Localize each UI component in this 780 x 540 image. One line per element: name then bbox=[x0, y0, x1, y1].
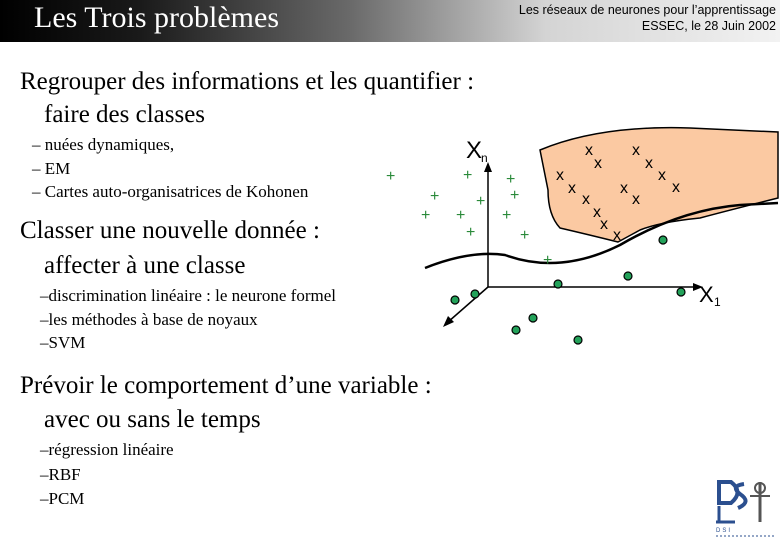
section2-title-line2: affecter à une classe bbox=[44, 252, 246, 279]
section1-title-line1: Regrouper des informations et les quantifier : bbox=[20, 68, 475, 95]
plus-marker: + bbox=[543, 252, 553, 269]
logo-mark bbox=[716, 482, 770, 522]
x-marker: x bbox=[613, 227, 621, 244]
plus-marker: + bbox=[463, 167, 473, 184]
x-marker: x bbox=[594, 155, 602, 172]
section3-title-line1: Prévoir le comportement d’une variable : bbox=[20, 372, 432, 399]
x-marker: x bbox=[600, 216, 608, 233]
plus-marker: + bbox=[520, 227, 530, 244]
x-marker: x bbox=[593, 204, 601, 221]
x-marker: x bbox=[556, 167, 564, 184]
x-marker: x bbox=[645, 155, 653, 172]
section2-title-line1: Classer une nouvelle donnée : bbox=[20, 217, 320, 244]
x-marker: x bbox=[672, 179, 680, 196]
section2-item: –SVM bbox=[40, 333, 86, 352]
axis-y-subscript: n bbox=[481, 151, 488, 165]
plus-marker: + bbox=[502, 207, 512, 224]
section1-title-line2: faire des classes bbox=[44, 101, 206, 128]
axis-y-label: X bbox=[466, 137, 483, 164]
axis-x-label: X bbox=[699, 282, 714, 307]
plus-marker: + bbox=[466, 224, 476, 241]
plus-marker: + bbox=[456, 207, 466, 224]
section3-item: –PCM bbox=[40, 489, 85, 508]
plus-marker: + bbox=[430, 188, 440, 205]
section3-title-line2: avec ou sans le temps bbox=[44, 406, 261, 433]
x-marker: x bbox=[568, 180, 576, 197]
section1-item: – nuées dynamiques, bbox=[32, 135, 175, 154]
plus-marker: + bbox=[510, 187, 520, 204]
axis-x-subscript: 1 bbox=[714, 295, 721, 309]
x-marker: x bbox=[632, 191, 640, 208]
logo-lettering: DSI bbox=[716, 528, 733, 534]
plus-marker: + bbox=[506, 171, 516, 188]
x-marker: x bbox=[632, 142, 640, 159]
section3-item: –régression linéaire bbox=[40, 440, 174, 459]
plus-marker: + bbox=[386, 168, 396, 185]
plus-marker: + bbox=[476, 193, 486, 210]
x-marker: x bbox=[658, 167, 666, 184]
section2-item: –discrimination linéaire : le neurone formel bbox=[40, 286, 336, 305]
section3-item: –RBF bbox=[40, 465, 81, 484]
header-subtitle-course: Les réseaux de neurones pour l’apprentissage bbox=[518, 3, 776, 17]
plus-marker: + bbox=[421, 207, 431, 224]
header-subtitle-date: ESSEC, le 28 Juin 2002 bbox=[641, 19, 776, 33]
x-marker: x bbox=[582, 191, 590, 208]
x-marker: x bbox=[585, 142, 593, 159]
section1-item: – EM bbox=[32, 159, 71, 178]
section1-item: – Cartes auto-organisatrices de Kohonen bbox=[32, 182, 309, 201]
section2-item: –les méthodes à base de noyaux bbox=[40, 310, 258, 329]
slide-title: Les Trois problèmes bbox=[34, 1, 280, 34]
x-marker: x bbox=[620, 180, 628, 197]
